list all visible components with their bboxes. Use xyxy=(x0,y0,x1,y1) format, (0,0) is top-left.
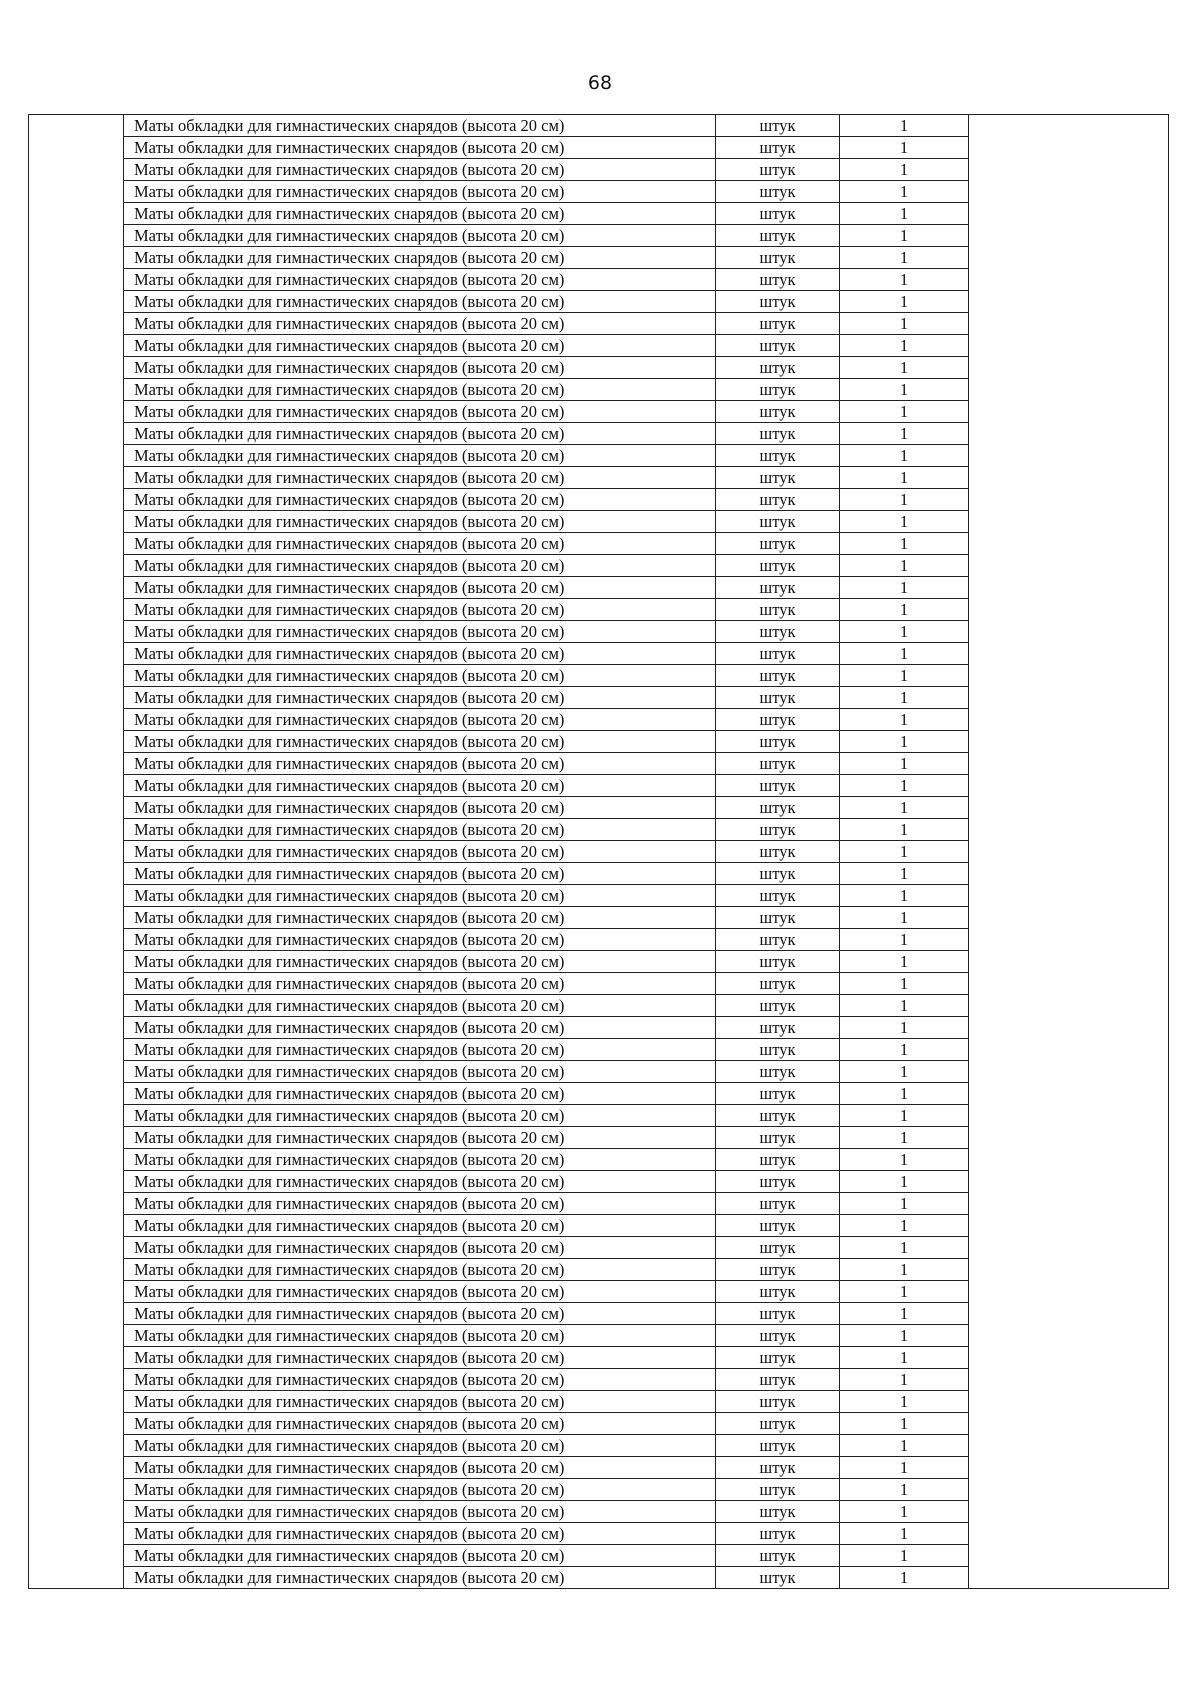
item-name-cell: Маты обкладки для гимнастических снарядов (высота 20 см) xyxy=(124,225,716,247)
item-name-cell: Маты обкладки для гимнастических снарядов (высота 20 см) xyxy=(124,1347,716,1369)
item-name-cell: Маты обкладки для гимнастических снарядов (высота 20 см) xyxy=(124,995,716,1017)
item-name-cell: Маты обкладки для гимнастических снарядов (высота 20 см) xyxy=(124,1567,716,1589)
unit-cell: штук xyxy=(716,1567,840,1589)
unit-cell: штук xyxy=(716,841,840,863)
quantity-cell: 1 xyxy=(840,1237,969,1259)
unit-cell: штук xyxy=(716,313,840,335)
quantity-cell: 1 xyxy=(840,643,969,665)
unit-cell: штук xyxy=(716,1457,840,1479)
item-name-cell: Маты обкладки для гимнастических снарядов (высота 20 см) xyxy=(124,1193,716,1215)
unit-cell: штук xyxy=(716,973,840,995)
item-name-cell: Маты обкладки для гимнастических снарядов (высота 20 см) xyxy=(124,1435,716,1457)
item-name-cell: Маты обкладки для гимнастических снарядов (высота 20 см) xyxy=(124,1149,716,1171)
unit-cell: штук xyxy=(716,423,840,445)
unit-cell: штук xyxy=(716,1017,840,1039)
item-name-cell: Маты обкладки для гимнастических снарядов (высота 20 см) xyxy=(124,929,716,951)
quantity-cell: 1 xyxy=(840,489,969,511)
unit-cell: штук xyxy=(716,1215,840,1237)
quantity-cell: 1 xyxy=(840,973,969,995)
quantity-cell: 1 xyxy=(840,951,969,973)
item-name-cell: Маты обкладки для гимнастических снарядов (высота 20 см) xyxy=(124,159,716,181)
quantity-cell: 1 xyxy=(840,225,969,247)
item-name-cell: Маты обкладки для гимнастических снарядов (высота 20 см) xyxy=(124,665,716,687)
unit-cell: штук xyxy=(716,137,840,159)
quantity-cell: 1 xyxy=(840,203,969,225)
unit-cell: штук xyxy=(716,1523,840,1545)
item-name-cell: Маты обкладки для гимнастических снарядов (высота 20 см) xyxy=(124,1303,716,1325)
quantity-cell: 1 xyxy=(840,1193,969,1215)
item-name-cell: Маты обкладки для гимнастических снарядов (высота 20 см) xyxy=(124,1479,716,1501)
quantity-cell: 1 xyxy=(840,1435,969,1457)
unit-cell: штук xyxy=(716,1259,840,1281)
item-name-cell: Маты обкладки для гимнастических снарядов (высота 20 см) xyxy=(124,511,716,533)
quantity-cell: 1 xyxy=(840,819,969,841)
quantity-cell: 1 xyxy=(840,1281,969,1303)
item-name-cell: Маты обкладки для гимнастических снарядов (высота 20 см) xyxy=(124,269,716,291)
unit-cell: штук xyxy=(716,467,840,489)
unit-cell: штук xyxy=(716,731,840,753)
empty-number-cell xyxy=(29,115,124,1589)
unit-cell: штук xyxy=(716,643,840,665)
item-name-cell: Маты обкладки для гимнастических снарядов (высота 20 см) xyxy=(124,291,716,313)
quantity-cell: 1 xyxy=(840,929,969,951)
unit-cell: штук xyxy=(716,885,840,907)
quantity-cell: 1 xyxy=(840,401,969,423)
quantity-cell: 1 xyxy=(840,797,969,819)
quantity-cell: 1 xyxy=(840,1215,969,1237)
table-body xyxy=(29,115,1169,1589)
quantity-cell: 1 xyxy=(840,995,969,1017)
item-name-cell: Маты обкладки для гимнастических снарядов (высота 20 см) xyxy=(124,335,716,357)
item-name-cell: Маты обкладки для гимнастических снарядов (высота 20 см) xyxy=(124,907,716,929)
unit-cell: штук xyxy=(716,1171,840,1193)
item-name-cell: Маты обкладки для гимнастических снарядов (высота 20 см) xyxy=(124,1501,716,1523)
quantity-cell: 1 xyxy=(840,1303,969,1325)
quantity-cell: 1 xyxy=(840,423,969,445)
quantity-cell: 1 xyxy=(840,1039,969,1061)
item-name-cell: Маты обкладки для гимнастических снарядов (высота 20 см) xyxy=(124,1171,716,1193)
item-name-cell: Маты обкладки для гимнастических снарядов (высота 20 см) xyxy=(124,863,716,885)
item-name-cell: Маты обкладки для гимнастических снарядов (высота 20 см) xyxy=(124,1017,716,1039)
unit-cell: штук xyxy=(716,577,840,599)
unit-cell: штук xyxy=(716,863,840,885)
unit-cell: штук xyxy=(716,1369,840,1391)
item-name-cell: Маты обкладки для гимнастических снарядов (высота 20 см) xyxy=(124,885,716,907)
item-name-cell: Маты обкладки для гимнастических снарядов (высота 20 см) xyxy=(124,643,716,665)
unit-cell: штук xyxy=(716,1237,840,1259)
unit-cell: штук xyxy=(716,335,840,357)
unit-cell: штук xyxy=(716,1105,840,1127)
unit-cell: штук xyxy=(716,775,840,797)
quantity-cell: 1 xyxy=(840,1061,969,1083)
quantity-cell: 1 xyxy=(840,1523,969,1545)
unit-cell: штук xyxy=(716,1435,840,1457)
item-name-cell: Маты обкладки для гимнастических снарядов (высота 20 см) xyxy=(124,709,716,731)
unit-cell: штук xyxy=(716,115,840,137)
unit-cell: штук xyxy=(716,951,840,973)
item-name-cell: Маты обкладки для гимнастических снарядов (высота 20 см) xyxy=(124,819,716,841)
item-name-cell: Маты обкладки для гимнастических снарядов (высота 20 см) xyxy=(124,775,716,797)
item-name-cell: Маты обкладки для гимнастических снарядов (высота 20 см) xyxy=(124,467,716,489)
item-name-cell: Маты обкладки для гимнастических снарядов (высота 20 см) xyxy=(124,445,716,467)
quantity-cell: 1 xyxy=(840,181,969,203)
quantity-cell: 1 xyxy=(840,555,969,577)
item-name-cell: Маты обкладки для гимнастических снарядов (высота 20 см) xyxy=(124,1105,716,1127)
item-name-cell: Маты обкладки для гимнастических снарядов (высота 20 см) xyxy=(124,1215,716,1237)
unit-cell: штук xyxy=(716,1083,840,1105)
unit-cell: штук xyxy=(716,159,840,181)
unit-cell: штук xyxy=(716,995,840,1017)
unit-cell: штук xyxy=(716,555,840,577)
quantity-cell: 1 xyxy=(840,775,969,797)
item-name-cell: Маты обкладки для гимнастических снарядов (высота 20 см) xyxy=(124,357,716,379)
unit-cell: штук xyxy=(716,709,840,731)
unit-cell: штук xyxy=(716,819,840,841)
unit-cell: штук xyxy=(716,907,840,929)
table-row xyxy=(29,115,1169,137)
quantity-cell: 1 xyxy=(840,1457,969,1479)
quantity-cell: 1 xyxy=(840,291,969,313)
quantity-cell: 1 xyxy=(840,335,969,357)
quantity-cell: 1 xyxy=(840,1347,969,1369)
item-name-cell: Маты обкладки для гимнастических снарядов (высота 20 см) xyxy=(124,247,716,269)
quantity-cell: 1 xyxy=(840,1105,969,1127)
quantity-cell: 1 xyxy=(840,1149,969,1171)
item-name-cell: Маты обкладки для гимнастических снарядов (высота 20 см) xyxy=(124,687,716,709)
unit-cell: штук xyxy=(716,1413,840,1435)
inventory-table xyxy=(28,114,1169,1589)
item-name-cell: Маты обкладки для гимнастических снарядов (высота 20 см) xyxy=(124,533,716,555)
unit-cell: штук xyxy=(716,511,840,533)
empty-notes-cell xyxy=(969,115,1169,1589)
unit-cell: штук xyxy=(716,445,840,467)
quantity-cell: 1 xyxy=(840,841,969,863)
item-name-cell: Маты обкладки для гимнастических снарядов (высота 20 см) xyxy=(124,1523,716,1545)
item-name-cell: Маты обкладки для гимнастических снарядов (высота 20 см) xyxy=(124,423,716,445)
item-name-cell: Маты обкладки для гимнастических снарядов (высота 20 см) xyxy=(124,1457,716,1479)
unit-cell: штук xyxy=(716,687,840,709)
item-name-cell: Маты обкладки для гимнастических снарядов (высота 20 см) xyxy=(124,753,716,775)
unit-cell: штук xyxy=(716,1479,840,1501)
quantity-cell: 1 xyxy=(840,709,969,731)
item-name-cell: Маты обкладки для гимнастических снарядов (высота 20 см) xyxy=(124,577,716,599)
quantity-cell: 1 xyxy=(840,115,969,137)
quantity-cell: 1 xyxy=(840,1083,969,1105)
unit-cell: штук xyxy=(716,621,840,643)
quantity-cell: 1 xyxy=(840,599,969,621)
quantity-cell: 1 xyxy=(840,885,969,907)
unit-cell: штук xyxy=(716,1325,840,1347)
quantity-cell: 1 xyxy=(840,269,969,291)
unit-cell: штук xyxy=(716,1149,840,1171)
item-name-cell: Маты обкладки для гимнастических снарядов (высота 20 см) xyxy=(124,379,716,401)
item-name-cell: Маты обкладки для гимнастических снарядов (высота 20 см) xyxy=(124,1237,716,1259)
item-name-cell: Маты обкладки для гимнастических снарядов (высота 20 см) xyxy=(124,1413,716,1435)
unit-cell: штук xyxy=(716,1347,840,1369)
quantity-cell: 1 xyxy=(840,1413,969,1435)
item-name-cell: Маты обкладки для гимнастических снарядов (высота 20 см) xyxy=(124,313,716,335)
unit-cell: штук xyxy=(716,379,840,401)
quantity-cell: 1 xyxy=(840,577,969,599)
item-name-cell: Маты обкладки для гимнастических снарядов (высота 20 см) xyxy=(124,973,716,995)
quantity-cell: 1 xyxy=(840,753,969,775)
quantity-cell: 1 xyxy=(840,313,969,335)
unit-cell: штук xyxy=(716,1545,840,1567)
unit-cell: штук xyxy=(716,1281,840,1303)
item-name-cell: Маты обкладки для гимнастических снарядов (высота 20 см) xyxy=(124,1039,716,1061)
unit-cell: штук xyxy=(716,291,840,313)
quantity-cell: 1 xyxy=(840,907,969,929)
item-name-cell: Маты обкладки для гимнастических снарядов (высота 20 см) xyxy=(124,181,716,203)
item-name-cell: Маты обкладки для гимнастических снарядов (высота 20 см) xyxy=(124,1127,716,1149)
quantity-cell: 1 xyxy=(840,687,969,709)
item-name-cell: Маты обкладки для гимнастических снарядов (высота 20 см) xyxy=(124,1259,716,1281)
unit-cell: штук xyxy=(716,181,840,203)
quantity-cell: 1 xyxy=(840,1369,969,1391)
quantity-cell: 1 xyxy=(840,511,969,533)
page-number: 68 xyxy=(587,72,613,94)
quantity-cell: 1 xyxy=(840,1017,969,1039)
unit-cell: штук xyxy=(716,247,840,269)
item-name-cell: Маты обкладки для гимнастических снарядов (высота 20 см) xyxy=(124,731,716,753)
quantity-cell: 1 xyxy=(840,731,969,753)
item-name-cell: Маты обкладки для гимнастических снарядов (высота 20 см) xyxy=(124,203,716,225)
item-name-cell: Маты обкладки для гимнастических снарядов (высота 20 см) xyxy=(124,1281,716,1303)
item-name-cell: Маты обкладки для гимнастических снарядов (высота 20 см) xyxy=(124,1061,716,1083)
quantity-cell: 1 xyxy=(840,357,969,379)
unit-cell: штук xyxy=(716,203,840,225)
item-name-cell: Маты обкладки для гимнастических снарядов (высота 20 см) xyxy=(124,621,716,643)
quantity-cell: 1 xyxy=(840,1391,969,1413)
item-name-cell: Маты обкладки для гимнастических снарядов (высота 20 см) xyxy=(124,401,716,423)
unit-cell: штук xyxy=(716,753,840,775)
quantity-cell: 1 xyxy=(840,533,969,555)
unit-cell: штук xyxy=(716,1061,840,1083)
item-name-cell: Маты обкладки для гимнастических снарядов (высота 20 см) xyxy=(124,137,716,159)
unit-cell: штук xyxy=(716,1039,840,1061)
quantity-cell: 1 xyxy=(840,379,969,401)
quantity-cell: 1 xyxy=(840,137,969,159)
item-name-cell: Маты обкладки для гимнастических снарядов (высота 20 см) xyxy=(124,1545,716,1567)
unit-cell: штук xyxy=(716,269,840,291)
item-name-cell: Маты обкладки для гимнастических снарядов (высота 20 см) xyxy=(124,1369,716,1391)
item-name-cell: Маты обкладки для гимнастических снарядов (высота 20 см) xyxy=(124,599,716,621)
unit-cell: штук xyxy=(716,929,840,951)
unit-cell: штук xyxy=(716,489,840,511)
unit-cell: штук xyxy=(716,797,840,819)
unit-cell: штук xyxy=(716,665,840,687)
unit-cell: штук xyxy=(716,401,840,423)
quantity-cell: 1 xyxy=(840,1127,969,1149)
unit-cell: штук xyxy=(716,599,840,621)
quantity-cell: 1 xyxy=(840,1545,969,1567)
item-name-cell: Маты обкладки для гимнастических снарядов (высота 20 см) xyxy=(124,555,716,577)
item-name-cell: Маты обкладки для гимнастических снарядов (высота 20 см) xyxy=(124,841,716,863)
item-name-cell: Маты обкладки для гимнастических снарядов (высота 20 см) xyxy=(124,1391,716,1413)
unit-cell: штук xyxy=(716,225,840,247)
quantity-cell: 1 xyxy=(840,159,969,181)
quantity-cell: 1 xyxy=(840,863,969,885)
unit-cell: штук xyxy=(716,1193,840,1215)
quantity-cell: 1 xyxy=(840,1501,969,1523)
unit-cell: штук xyxy=(716,357,840,379)
quantity-cell: 1 xyxy=(840,665,969,687)
unit-cell: штук xyxy=(716,1127,840,1149)
item-name-cell: Маты обкладки для гимнастических снарядов (высота 20 см) xyxy=(124,951,716,973)
item-name-cell: Маты обкладки для гимнастических снарядов (высота 20 см) xyxy=(124,489,716,511)
item-name-cell: Маты обкладки для гимнастических снарядов (высота 20 см) xyxy=(124,1325,716,1347)
item-name-cell: Маты обкладки для гимнастических снарядов (высота 20 см) xyxy=(124,797,716,819)
quantity-cell: 1 xyxy=(840,1171,969,1193)
quantity-cell: 1 xyxy=(840,445,969,467)
quantity-cell: 1 xyxy=(840,1479,969,1501)
unit-cell: штук xyxy=(716,1501,840,1523)
quantity-cell: 1 xyxy=(840,247,969,269)
item-name-cell: Маты обкладки для гимнастических снарядов (высота 20 см) xyxy=(124,115,716,137)
unit-cell: штук xyxy=(716,1391,840,1413)
unit-cell: штук xyxy=(716,533,840,555)
quantity-cell: 1 xyxy=(840,1325,969,1347)
quantity-cell: 1 xyxy=(840,621,969,643)
item-name-cell: Маты обкладки для гимнастических снарядов (высота 20 см) xyxy=(124,1083,716,1105)
quantity-cell: 1 xyxy=(840,1567,969,1589)
quantity-cell: 1 xyxy=(840,467,969,489)
unit-cell: штук xyxy=(716,1303,840,1325)
quantity-cell: 1 xyxy=(840,1259,969,1281)
